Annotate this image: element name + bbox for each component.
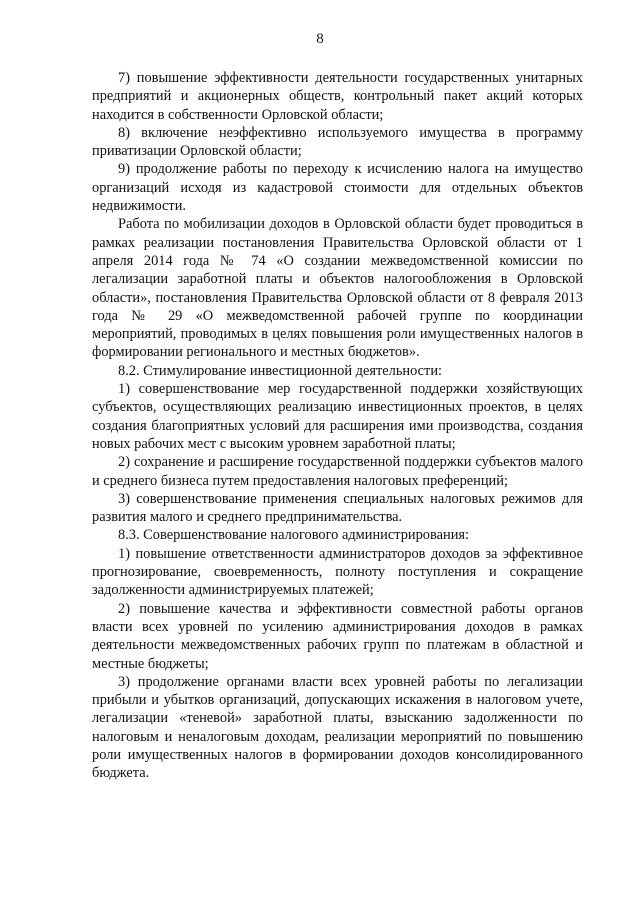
paragraph-8-2-item-1: 1) совершенствование мер государственной поддержки хозяйствующих субъектов, осуществляющих реализацию инвестиционных проектов, в целях создания благоприятных условий для расширения ими производства, создания новых рабочих мест с высоким уровнем заработной платы; [92, 381, 583, 452]
document-body [92, 69, 583, 783]
section-heading-8-2: 8.2. Стимулирование инвестиционной деятельности: [118, 362, 443, 379]
paragraph-item-8: 8) включение неэффективно используемого имущества в программу приватизации Орловской области; [92, 124, 583, 160]
paragraph-8-3-item-2: 2) повышение качества и эффективности совместной работы органов власти всех уровней по усилению администрирования доходов в рамках деятельности межведомственных рабочих групп по платежам в областной и местные бюджеты; [92, 600, 583, 672]
section-heading-8-3: 8.3. Совершенствование налогового администрирования: [118, 527, 470, 544]
paragraph-8-3-item-3: 3) продолжение органами власти всех уровней работы по легализации прибыли и убытков организаций, допускающих искажения в налоговом учете, легализации «теневой» заработной платы, взысканию задолженности по налоговым и неналоговым доходам, реализации мероприятий по повышению роли имущественных налогов в формировании доходов консолидированного бюджета. [92, 673, 583, 782]
paragraph-8-3-item-1: 1) повышение ответственности администраторов доходов за эффективное прогнозирование, своевременность, полноту поступления и сокращение задолженности администрируемых платежей; [92, 545, 583, 599]
paragraph-8-2-item-3: 3) совершенствование применения специальных налоговых режимов для развития малого и среднего предпринимательства. [92, 490, 583, 526]
page-number: 8 [316, 31, 324, 47]
paragraph-item-7: 7) повышение эффективности деятельности государственных унитарных предприятий и акционерных обществ, контрольный пакет акций которых находится в собственности Орловской области; [92, 70, 583, 123]
paragraph-item-9: 9) продолжение работы по переходу к исчислению налога на имущество организаций исходя из кадастровой стоимости для отдельных объектов недвижимости. [92, 161, 583, 215]
paragraph-8-2-item-2: 2) сохранение и расширение государственной поддержки субъектов малого и среднего бизнеса путем предоставления налоговых преференций; [92, 454, 583, 489]
paragraph-mobilization: Работа по мобилизации доходов в Орловской области будет проводиться в рамках реализации постановления Правительства Орловской области от 1 апреля 2014 года № 74 «О создании межведомственной комиссии по легализации заработной платы и объектов налогообложения в Орловской области», постановления Правительства Орловской области от 8 февраля 2013 года № 29 «О межведомственной рабочей группе по координации мероприятий, проводимых в целях повышения роли имущественных налогов в формировании регионального и местных бюджетов». [92, 216, 583, 361]
